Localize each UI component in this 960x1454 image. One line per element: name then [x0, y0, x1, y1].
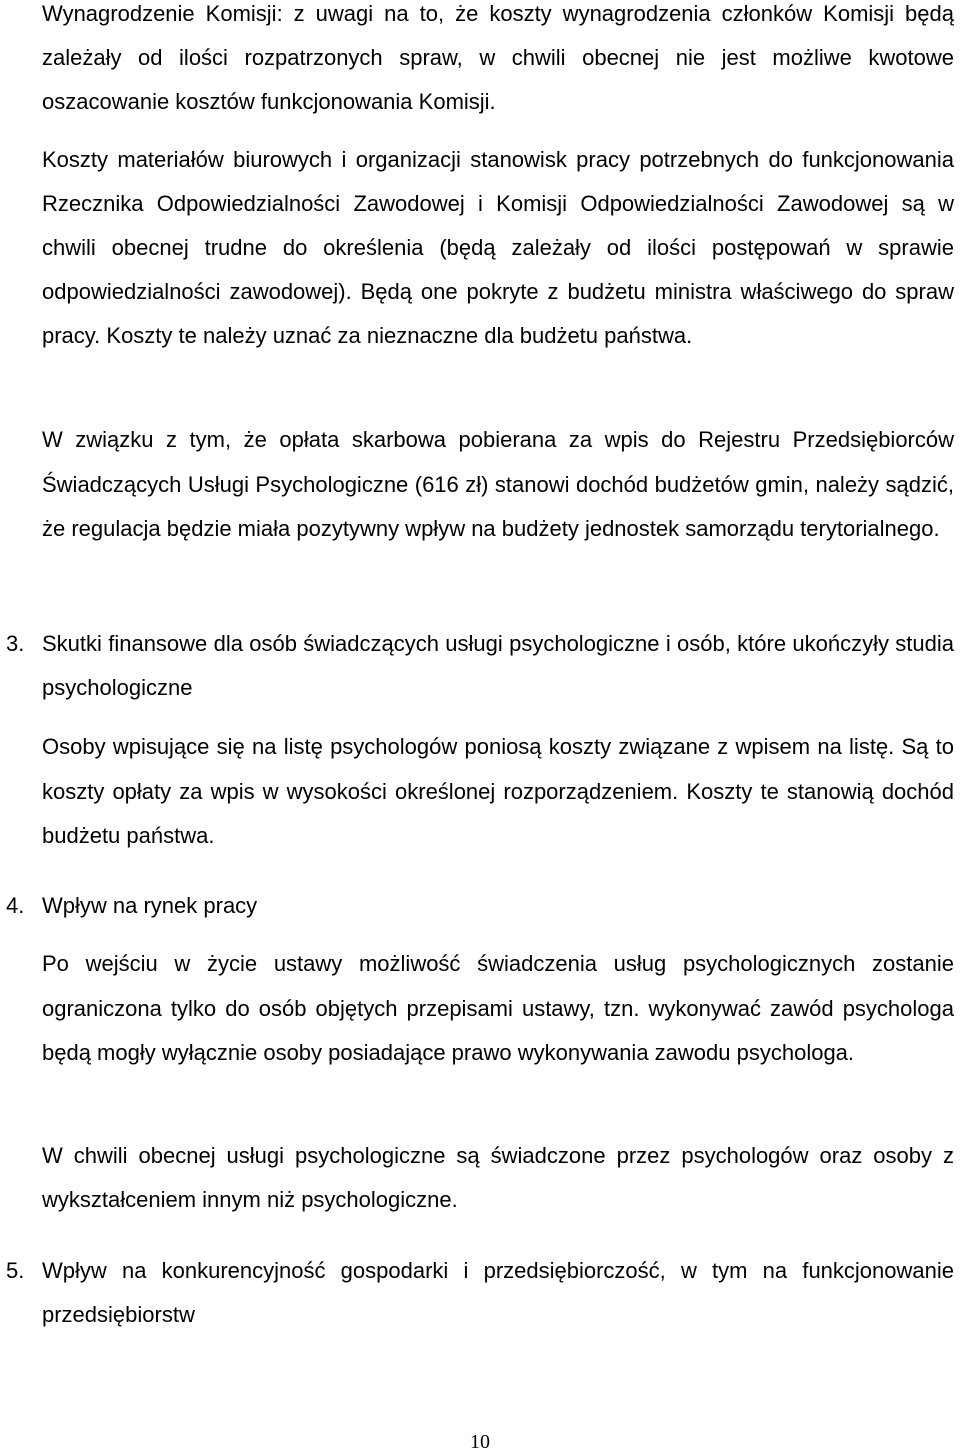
section-4-number: 4. [6, 893, 25, 918]
paragraph-stamp-duty: W związku z tym, że opłata skarbowa pobierana za wpis do Rejestru Przedsiębiorców Świadczących Usługi Psychologiczne (616 zł) stanowi dochód budżetów gmin, należy sądzić, że regulacja będzie miała pozytywny wpływ na budżety jednostek samorządu terytorialnego. [42, 427, 954, 541]
paragraph-office-costs: Koszty materiałów biurowych i organizacji stanowisk pracy potrzebnych do funkcjonowania Rzecznika Odpowiedzialności Zawodowej i Komisji Odpowiedzialności Zawodowej są w chwili obecnej trudne do określenia (będą zależały od ilości postępowań w sprawie odpowiedzialności zawodowej). Będą one pokryte z budżetu ministra właściwego do spraw pracy. Koszty te należy uznać za nieznaczne dla budżetu państwa. [42, 147, 954, 348]
section-3-number: 3. [6, 631, 25, 656]
section-4-heading: Wpływ na rynek pracy [42, 893, 258, 918]
section-5-number: 5. [6, 1258, 25, 1283]
section-3-heading: Skutki finansowe dla osób świadczących usługi psychologiczne i osób, które ukończyły studia psychologiczne [42, 631, 954, 700]
paragraph-commission-remuneration: Wynagrodzenie Komisji: z uwagi na to, że koszty wynagrodzenia członków Komisji będą zależały od ilości rozpatrzonych spraw, w chwili obecnej nie jest możliwe kwotowe oszacowanie kosztów funkcjonowania Komisji. [42, 1, 954, 114]
section-4-body-1: Po wejściu w życie ustawy możliwość świadczenia usług psychologicznych zostanie ograniczona tylko do osób objętych przepisami ustawy, tzn. wykonywać zawód psychologa będą mogły wyłącznie osoby posiadające prawo wykonywania zawodu psychologa. [42, 951, 954, 1065]
section-4-body-2: W chwili obecnej usługi psychologiczne są świadczone przez psychologów oraz osoby z wykształceniem innym niż psychologiczne. [42, 1143, 954, 1212]
section-5-heading: Wpływ na konkurencyjność gospodarki i przedsiębiorczość, w tym na funkcjonowanie przedsiębiorstw [42, 1258, 954, 1327]
page-number: 10 [470, 1431, 490, 1453]
section-3-body: Osoby wpisujące się na listę psychologów poniosą koszty związane z wpisem na listę. Są to koszty opłaty za wpis w wysokości określonej rozporządzeniem. Koszty te stanowią dochód budżetu państwa. [42, 734, 954, 848]
